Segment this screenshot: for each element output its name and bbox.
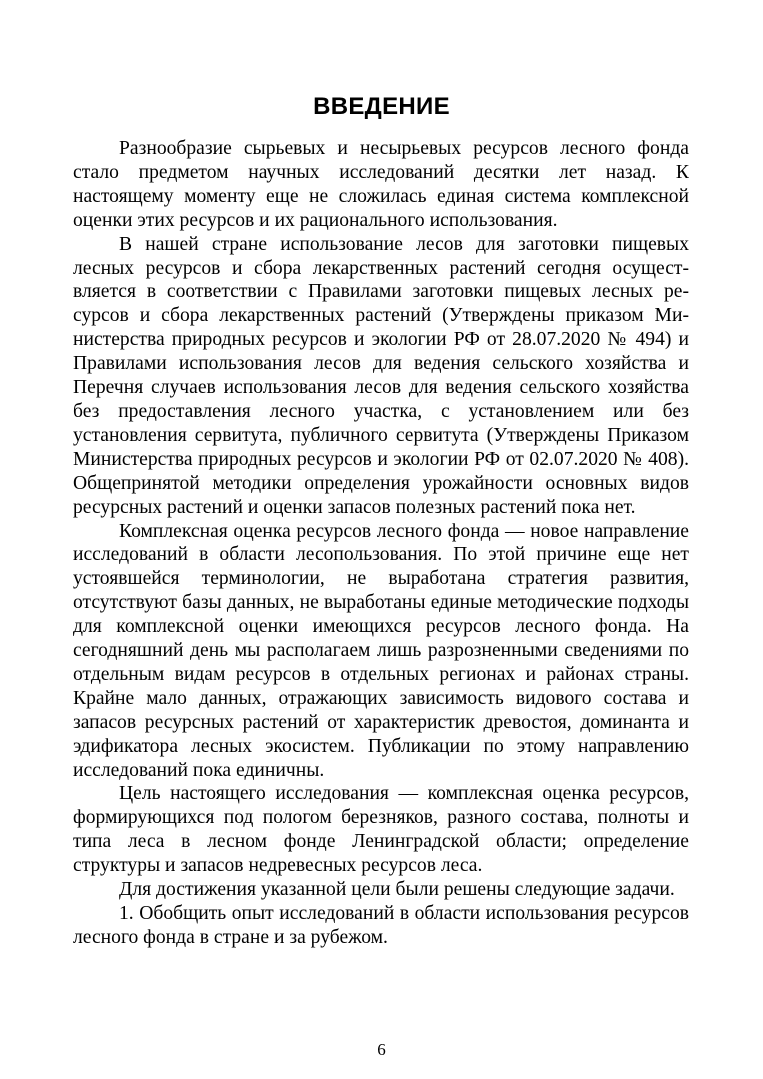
page-title: ВВЕДЕНИЕ [313, 93, 450, 120]
paragraph-task-1: 1. Обобщить опыт исследований в области использования ресурсов лесного фонда в стране и за рубежом. [73, 903, 689, 948]
paragraph-tasks-intro: Для достижения указанной цели были решены следующие задачи. [119, 879, 675, 901]
paragraph-comprehensive-assessment: Комплексная оценка ресурсов лесного фонда — новое направление исследований в области лесопользования. По этой причине еще нет устоявшейся терминологии, не выработана стратегия развития, отсутствуют базы данных, не выработаны единые методические подходы для комплексной оценки имеющихся ресурсов лесного фонда. На сегодняшний день мы располагаем лишь разрозненными сведениями по отдельным видам ресурсов в отдельных регионах и районах страны. Крайне мало данных, отражающих зависимость видового состава и запасов ресурсных растений от характеристик древостоя, доминанта и эдификатора лесных экосистем. Публикации по этому направлению исследований пока единичны. [73, 520, 689, 781]
paragraph-regulations: В нашей стране использование лесов для заготовки пищевых лесных ресурсов и сбора лекарственных растений сегодня осуществляется в соответствии с Правилами заготовки пищевых лесных ресурсов и сбора лекарственных растений (Утверждены приказом Министерства природных ресурсов и экологии РФ от 28.07.2020 № 494) и Правилами использования лесов для ведения сельского хозяйства и Перечня случаев использования лесов для ведения сельского хозяйства без предоставления лесного участка, с установлением или без установления сервитута, публичного сервитута (Утверждены Приказом Министерства природных ресурсов и экологии РФ от 02.07.2020 № 408). Общепринятой методики определения урожайности основных видов ресурсных растений и оценки запасов полезных растений пока нет. [73, 233, 689, 518]
body-text [73, 137, 689, 950]
paragraph-research-goal: Цель настоящего исследования — комплексная оценка ресурсов, формирующихся под пологом березняков, разного состава, полноты и типа леса в лесном фонде Ленинградской области; определение структуры и запасов недревесных ресурсов леса. [73, 783, 689, 877]
page-number: 6 [377, 1040, 386, 1059]
paragraph-intro: Разнообразие сырьевых и несырьевых ресурсов лесного фонда стало предметом научных исследований десятки лет назад. К настоящему моменту еще не сложилась единая система комплексной оценки этих ресурсов и их рационального использования. [73, 138, 689, 231]
